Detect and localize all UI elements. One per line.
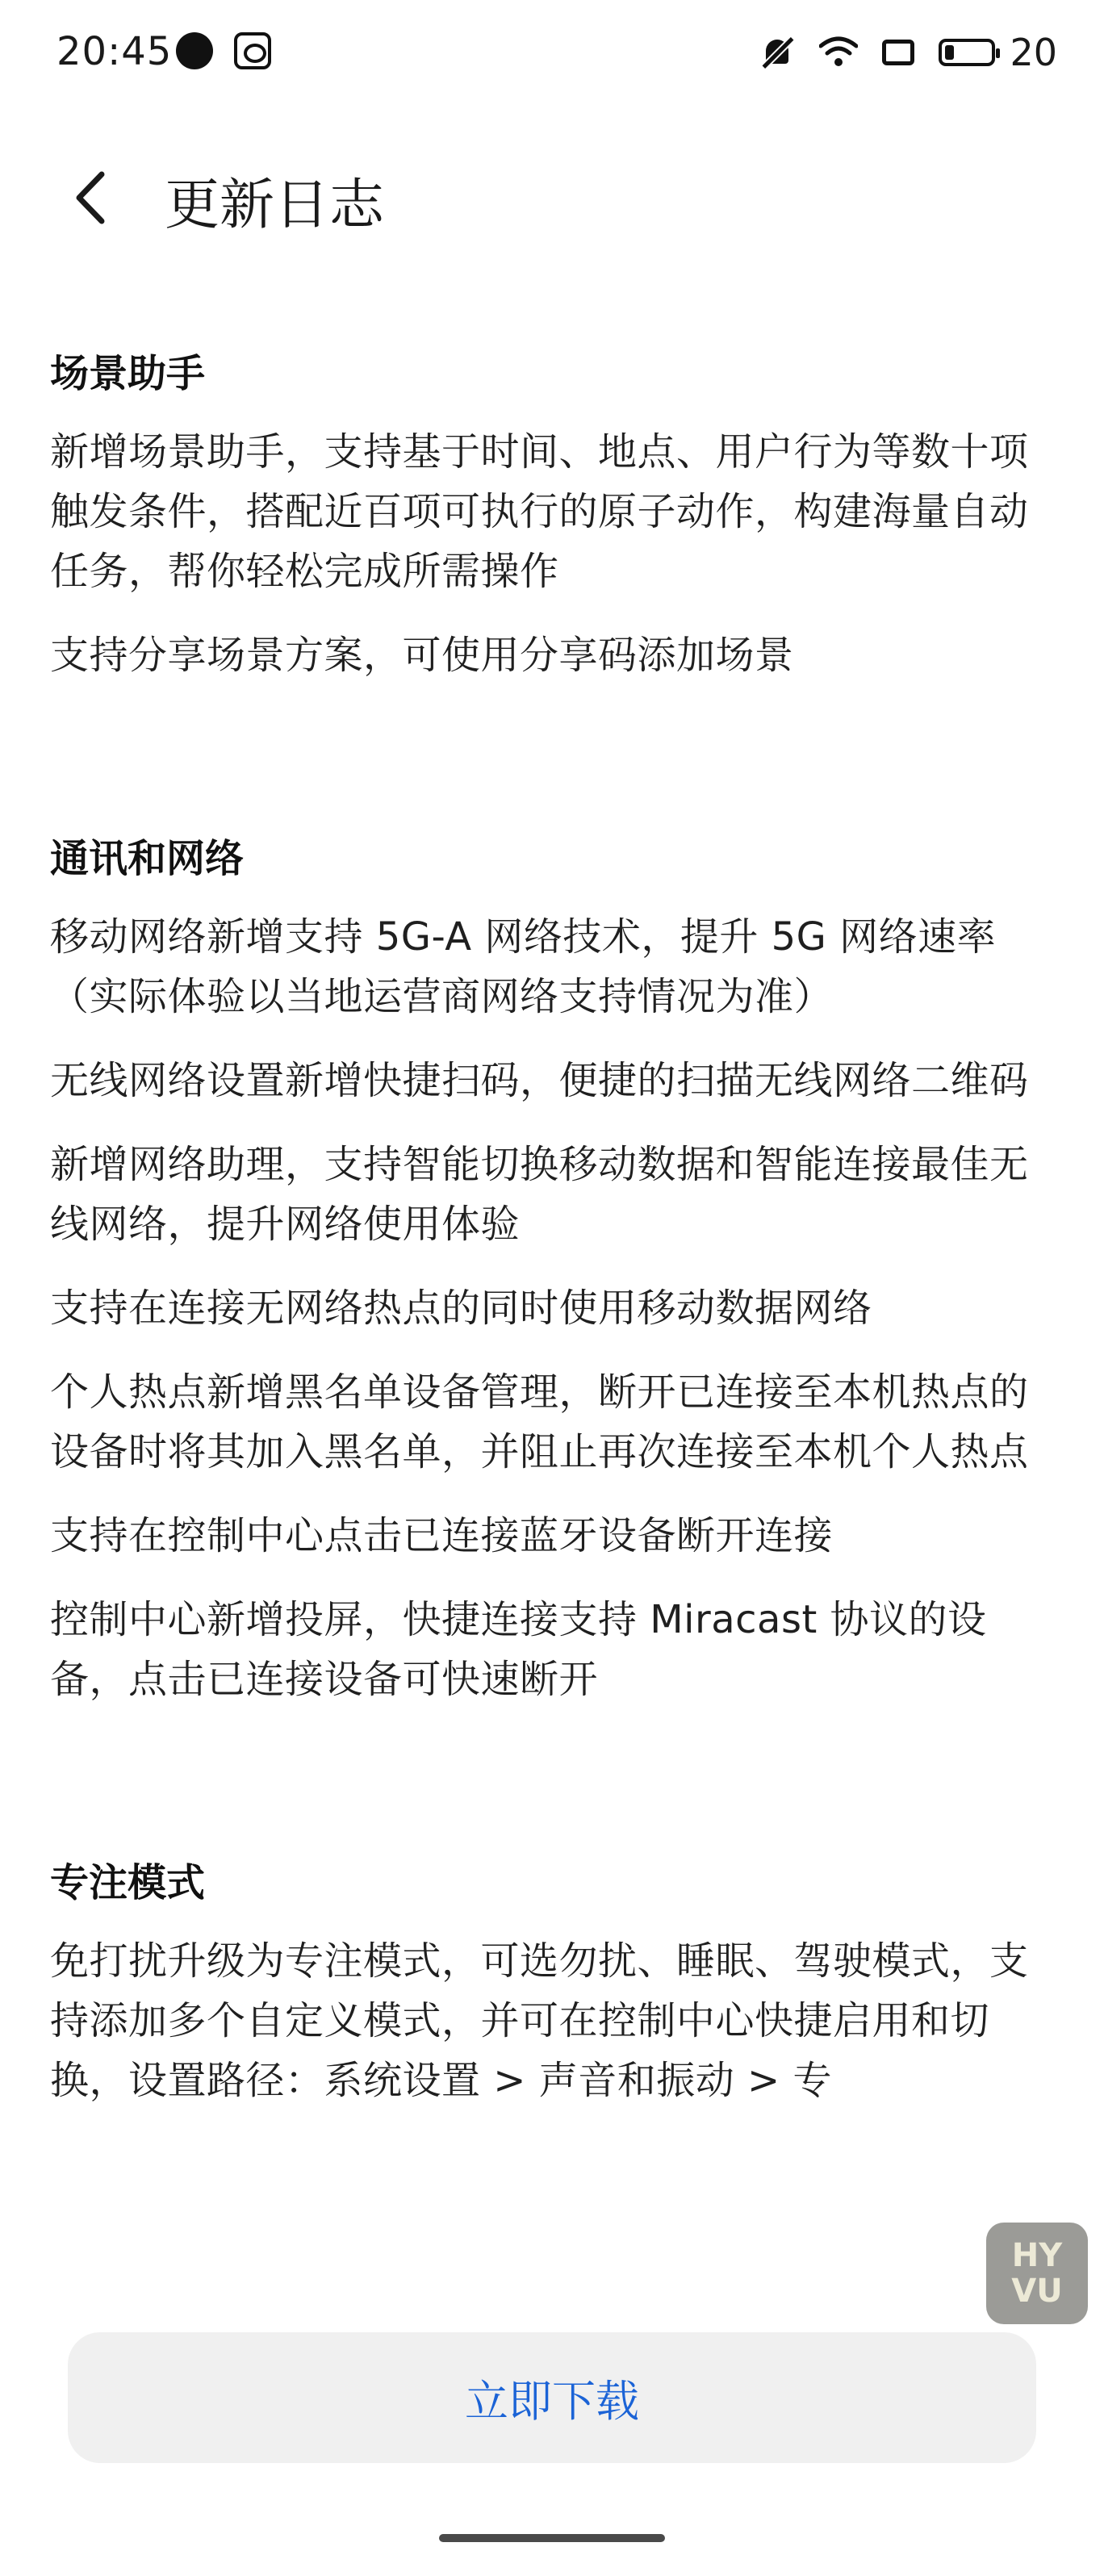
changelog-item: 新增网络助理，支持智能切换移动数据和智能连接最佳无线网络，提升网络使用体验 <box>50 1142 1029 1247</box>
changelog-item: 控制中心新增投屏，快捷连接支持 Miracast 协议的设备，点击已连接设备可快速断开 <box>50 1597 987 1702</box>
changelog-item: 支持分享场景方案，可使用分享码添加场景 <box>50 633 794 678</box>
battery-level: 20 <box>1010 31 1057 74</box>
battery-indicator <box>939 31 1057 74</box>
chevron-left-icon <box>66 169 115 226</box>
changelog-item: 新增场景助手，支持基于时间、地点、用户行为等数十项触发条件，搭配近百项可执行的原子动作，构建海量自动任务，帮你轻松完成所需操作 <box>50 429 1029 594</box>
changelog-section <box>50 827 1043 1709</box>
changelog-item: 移动网络新增支持 5G-A 网络技术，提升 5G 网络速率（实际体验以当地运营商网络支持情况为准） <box>50 914 997 1019</box>
changelog-item: 免打扰升级为专注模式，可选勿扰、睡眠、驾驶模式，支持添加多个自定义模式，并可在控制中心快捷启用和切换，设置路径：系统设置 > 声音和振动 > 专 <box>50 1938 1029 2103</box>
download-button[interactable]: 立即下载 <box>68 2332 1036 2463</box>
home-indicator[interactable] <box>439 2534 665 2542</box>
changelog-item: 支持在连接无网络热点的同时使用移动数据网络 <box>50 1286 872 1331</box>
status-bar <box>0 0 1104 105</box>
changelog-section <box>50 342 1043 685</box>
wifi-icon <box>819 36 858 69</box>
weibo-icon <box>234 32 271 69</box>
changelog-item: 无线网络设置新增快捷扫码，便捷的扫描无线网络二维码 <box>50 1058 1029 1103</box>
status-time: 20:45 <box>56 29 173 74</box>
page-title: 更新日志 <box>165 174 385 237</box>
battery-icon <box>939 39 995 66</box>
changelog-item: 个人热点新增黑名单设备管理，断开已连接至本机热点的设备时将其加入黑名单，并阻止再次连接至本机个人热点 <box>50 1370 1029 1474</box>
status-left-icons <box>176 32 271 69</box>
status-right-icons <box>759 31 1057 74</box>
back-button[interactable] <box>66 169 115 226</box>
screen-icon <box>882 40 914 65</box>
changelog-section <box>50 1851 1043 2110</box>
badge-text-line1: HY <box>1011 2237 1063 2274</box>
battery-fill <box>945 45 954 60</box>
section-title: 通讯和网络 <box>50 836 245 881</box>
notification-dot-icon <box>176 32 213 69</box>
badge-text-line2: VU <box>1011 2273 1063 2310</box>
changelog-content[interactable] <box>50 323 1043 2287</box>
section-title: 场景助手 <box>50 351 206 396</box>
section-title: 专注模式 <box>50 1860 206 1905</box>
changelog-item: 支持在控制中心点击已连接蓝牙设备断开连接 <box>50 1513 834 1558</box>
floating-badge[interactable] <box>986 2223 1088 2324</box>
mute-icon <box>759 35 795 70</box>
